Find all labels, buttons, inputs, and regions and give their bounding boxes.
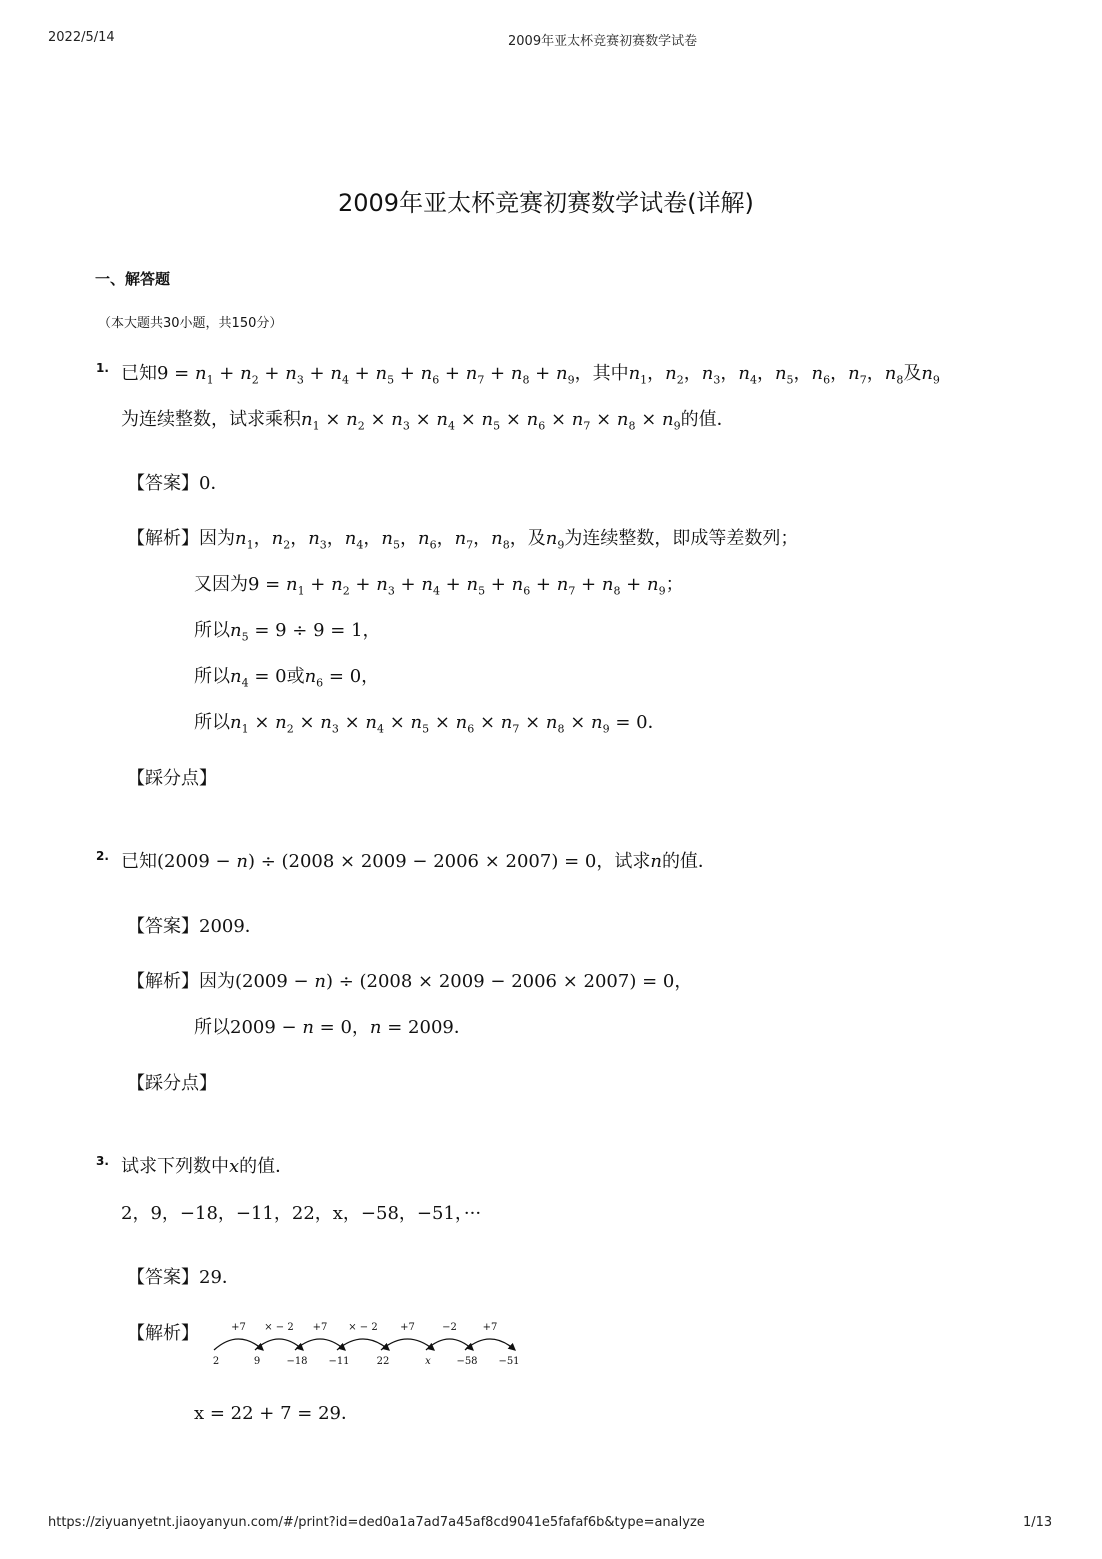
analysis-line-4: 所以$n_4 = 0$或$n_6 = 0$， (194, 666, 380, 690)
sequence-op-label: +7 (400, 1322, 415, 1333)
sequence-op-label: +7 (231, 1322, 246, 1333)
score-points-label: 【踩分点】 (127, 1073, 217, 1094)
sequence-arrow (295, 1339, 345, 1350)
sequence-value: 2 (212, 1356, 220, 1367)
sequence-value: x (425, 1356, 431, 1367)
question-1-stem-line-2: 为连续整数，试求乘积$n_1 \times n_2 \times n_3 \times n_4 \times n_5 \times n_6 \times n_7 \times n_8 \times n_9$的值． (121, 409, 735, 433)
sequence-arrow (337, 1339, 389, 1350)
analysis-line-3: 所以$n_5 = 9 \div 9 = 1$， (194, 620, 381, 644)
section-heading: 一、解答题 (95, 270, 171, 288)
analysis-line-1: 【解析】因为(2009 − n) ÷ (2008 × 2009 − 2006 × 2007) = 0， (127, 971, 693, 992)
sequence-value: −18 (286, 1356, 308, 1367)
sequence-value: 22 (376, 1356, 390, 1367)
question-3-stem: 试求下列数中x的值． (121, 1156, 294, 1177)
print-date: 2022/5/14 (48, 30, 115, 45)
question-number: 1. (96, 361, 109, 375)
answer-line: 【答案】29． (127, 1267, 240, 1288)
sequence-op-label: +7 (312, 1322, 328, 1333)
sequence-op-label: × − 2 (264, 1322, 294, 1333)
analysis-line-2: 所以2009 − n = 0，n = 2009． (194, 1017, 472, 1038)
section-note: （本大题共30小题，共150分） (98, 316, 283, 331)
question-3-result: x = 22 + 7 = 29． (194, 1403, 359, 1424)
footer-url[interactable]: https://ziyuanyetnt.jiaoyanyun.com/#/print?id=ded0a1a7ad7a45af8cd9041e5fafaf6b&type=analyze (48, 1515, 705, 1530)
sequence-arrow (214, 1339, 263, 1350)
sequence-diagram (206, 1318, 526, 1372)
score-points-label: 【踩分点】 (127, 768, 217, 789)
sequence-op-label: −2 (442, 1322, 457, 1333)
analysis-line-5: 所以$n_1 \times n_2 \times n_3 \times n_4 \times n_5 \times n_6 \times n_7 \times n_8 \times n_9 = 0$． (194, 712, 666, 736)
question-2-stem: 已知(2009 − n) ÷ (2008 × 2009 − 2006 × 2007) = 0，试求n的值． (121, 851, 716, 872)
sequence-value: −11 (328, 1356, 350, 1367)
analysis-line-2: 又因为$9 = n_1 + n_2 + n_3 + n_4 + n_5 + n_6 + n_7 + n_8 + n_9$； (194, 574, 684, 598)
page-title: 2009年亚太杯竞赛初赛数学试卷(详解) (338, 189, 754, 217)
answer-line: 【答案】0． (127, 473, 229, 494)
question-1-stem-line-1: 已知$9 = n_1 + n_2 + n_3 + n_4 + n_5 + n_6 + n_7 + n_8 + n_9$，其中$n_1$，$n_2$，$n_3$，$n_4$，$n_5$，$n_6$，$n_7$，$n_8$及$n_9$ (121, 363, 940, 387)
print-header-title: 2009年亚太杯竞赛初赛数学试卷 (508, 34, 698, 49)
analysis-line-1: 【解析】因为$n_1$，$n_2$，$n_3$，$n_4$，$n_5$，$n_6$，$n_7$，$n_8$，及$n_9$为连续整数，即成等差数列； (127, 528, 799, 552)
question-3-sequence: 2，9，−18，−11，22，x，−58，−51，··· (121, 1203, 482, 1224)
sequence-arrow (381, 1339, 434, 1350)
answer-line: 【答案】2009． (127, 916, 263, 937)
sequence-arrow (255, 1339, 303, 1350)
sequence-op-label: × − 2 (348, 1322, 378, 1333)
sequence-arrow (465, 1339, 515, 1350)
page-number: 1/13 (1023, 1515, 1053, 1530)
analysis-label: 【解析】 (127, 1323, 199, 1344)
sequence-value: −51 (498, 1356, 520, 1367)
sequence-value: −58 (456, 1356, 478, 1367)
sequence-value: 9 (253, 1356, 261, 1367)
question-number: 3. (96, 1154, 109, 1168)
question-number: 2. (96, 849, 109, 863)
sequence-op-label: +7 (482, 1322, 498, 1333)
